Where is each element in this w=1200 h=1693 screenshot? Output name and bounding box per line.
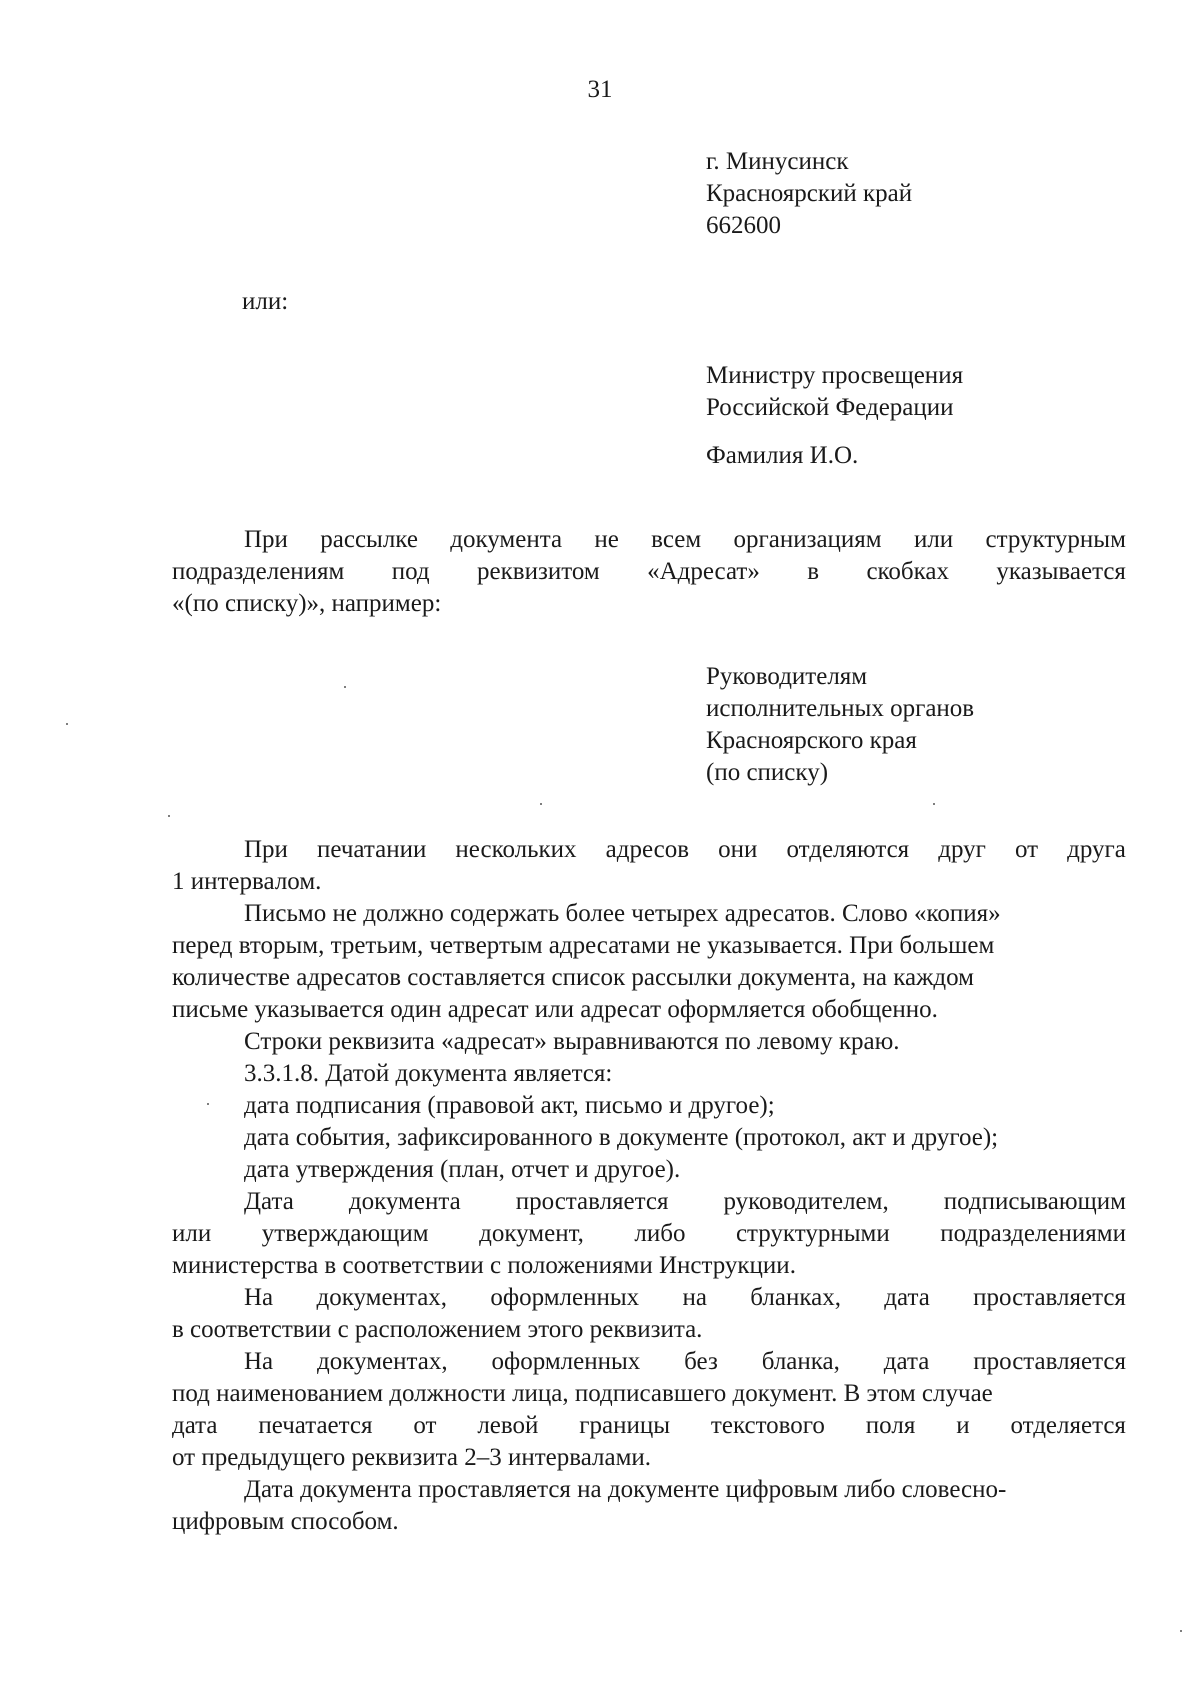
word: документах, [317,1348,448,1375]
word: На [244,1348,274,1375]
address-block-minusinsk [706,146,1146,242]
word: подразделениям [172,558,345,585]
paragraph-mailing-list [172,524,1126,620]
text-line: под наименованием должности лица, подписавшего документ. В этом случае [172,1380,993,1407]
justified-line [172,1346,1126,1378]
word: указывается [996,558,1126,585]
word: в [807,558,820,585]
word: бланка, [761,1348,840,1375]
text-line: министерства в соответствии с положениями Инструкции. [172,1252,796,1279]
word: организациям [733,526,882,553]
word: структурными [735,1220,890,1247]
scan-speck [207,1103,209,1105]
address-line: г. Минусинск [706,148,849,175]
justified-line [172,1410,1126,1442]
word: от [413,1412,437,1439]
word: дата [884,1284,930,1311]
scan-speck [66,723,68,725]
word: реквизитом [477,558,600,585]
word: поля [865,1412,916,1439]
word: печатается [258,1412,373,1439]
word: под [391,558,430,585]
list-item: дата утверждения (план, отчет и другое). [244,1156,681,1183]
word: проставляется [515,1188,669,1215]
word: или [172,1220,212,1247]
word: от [1014,836,1039,863]
word: они [718,836,758,863]
word: документа [450,526,563,553]
word: оформленных [490,1284,640,1311]
address-line: (по списку) [706,759,829,786]
word: оформленных [491,1348,641,1375]
address-line: Министру просвещения [706,362,964,389]
paragraph-alignment [172,1026,1126,1058]
section-heading: 3.3.1.8. Датой документа является: [244,1060,613,1087]
paragraph-no-letterhead-date [172,1346,1126,1474]
word: печатании [317,836,427,863]
scan-speck [344,686,346,688]
word: проставляется [973,1284,1126,1311]
address-line: Фамилия И.О. [706,442,859,469]
word: рассылке [320,526,418,553]
list-item: дата подписания (правовой акт, письмо и другое); [244,1092,775,1119]
address-block-minister [706,360,1146,472]
word: «Адресат» [647,558,760,585]
text-line: «(по списку)», например: [172,590,442,617]
word: дата [883,1348,930,1375]
text-line: письме указывается один адресат или адресат оформляется обобщенно. [172,996,938,1023]
text-line: цифровым способом. [172,1508,399,1535]
word: и [956,1412,970,1439]
word: бланках, [750,1284,841,1311]
word: адресов [605,836,690,863]
word: проставляется [973,1348,1126,1375]
word: подразделениями [940,1220,1126,1247]
list-item: дата события, зафиксированного в документе (протокол, акт и другое); [244,1124,999,1151]
word: текстового [710,1412,825,1439]
text-line: перед вторым, третьим, четвертым адресатами не указывается. При большем [172,932,995,959]
word: При [244,526,288,553]
address-block-by-list [706,661,1146,789]
word: левой [477,1412,539,1439]
word: подписывающим [943,1188,1126,1215]
word: утверждающим [261,1220,429,1247]
text-line: количестве адресатов составляется список рассылки документа, на каждом [172,964,974,991]
scan-speck [1180,1630,1182,1632]
word: руководителем, [723,1188,889,1215]
or-label: или: [242,288,289,315]
text-line: в соответствии с расположением этого реквизита. [172,1316,703,1343]
word: отделяется [1010,1412,1126,1439]
justified-line [172,556,1126,588]
justified-line [172,524,1126,556]
word: дата [172,1412,218,1439]
word: всем [651,526,702,553]
address-line: Российской Федерации [706,394,954,421]
address-line: Красноярского края [706,727,917,754]
paragraph-max-addressees [172,898,1126,1026]
word: не [594,526,619,553]
paragraph-letterhead-date [172,1282,1126,1346]
scan-speck [933,803,935,805]
word: скобках [866,558,949,585]
justified-line [172,1186,1126,1218]
address-line: Красноярский край [706,180,913,207]
justified-line [172,1218,1126,1250]
paragraph-date-responsibility [172,1186,1126,1282]
word: либо [634,1220,686,1247]
word: На [244,1284,274,1311]
text-line: от предыдущего реквизита 2–3 интервалами. [172,1444,652,1471]
date-types-list [172,1090,1126,1186]
word: на [682,1284,707,1311]
address-line: Руководителям [706,663,868,690]
word: друг [938,836,986,863]
word: документа [348,1188,461,1215]
word: документ, [479,1220,584,1247]
address-line: 662600 [706,212,781,239]
word: документах, [316,1284,448,1311]
word: Дата [244,1188,294,1215]
address-line: исполнительных органов [706,695,975,722]
paragraph-section-heading [172,1058,1126,1090]
text-line: Письмо не должно содержать более четырех адресатов. Слово «копия» [244,900,1001,927]
word: нескольких [455,836,577,863]
text-line: 1 интервалом. [172,868,322,895]
paragraph-date-format [172,1474,1126,1538]
word: границы [579,1412,671,1439]
scan-speck [168,815,170,817]
page-number: 31 [587,76,613,103]
word: При [244,836,288,863]
scan-speck [540,803,542,805]
paragraph-address-interval [172,834,1126,898]
word: без [684,1348,718,1375]
text-line: Строки реквизита «адресат» выравниваются по левому краю. [244,1028,900,1055]
word: друга [1067,836,1126,863]
word: отделяются [786,836,910,863]
word: или [913,526,954,553]
justified-line [172,834,1126,866]
word: структурным [985,526,1126,553]
text-line: Дата документа проставляется на документе цифровым либо словесно- [244,1476,1007,1503]
justified-line [172,1282,1126,1314]
